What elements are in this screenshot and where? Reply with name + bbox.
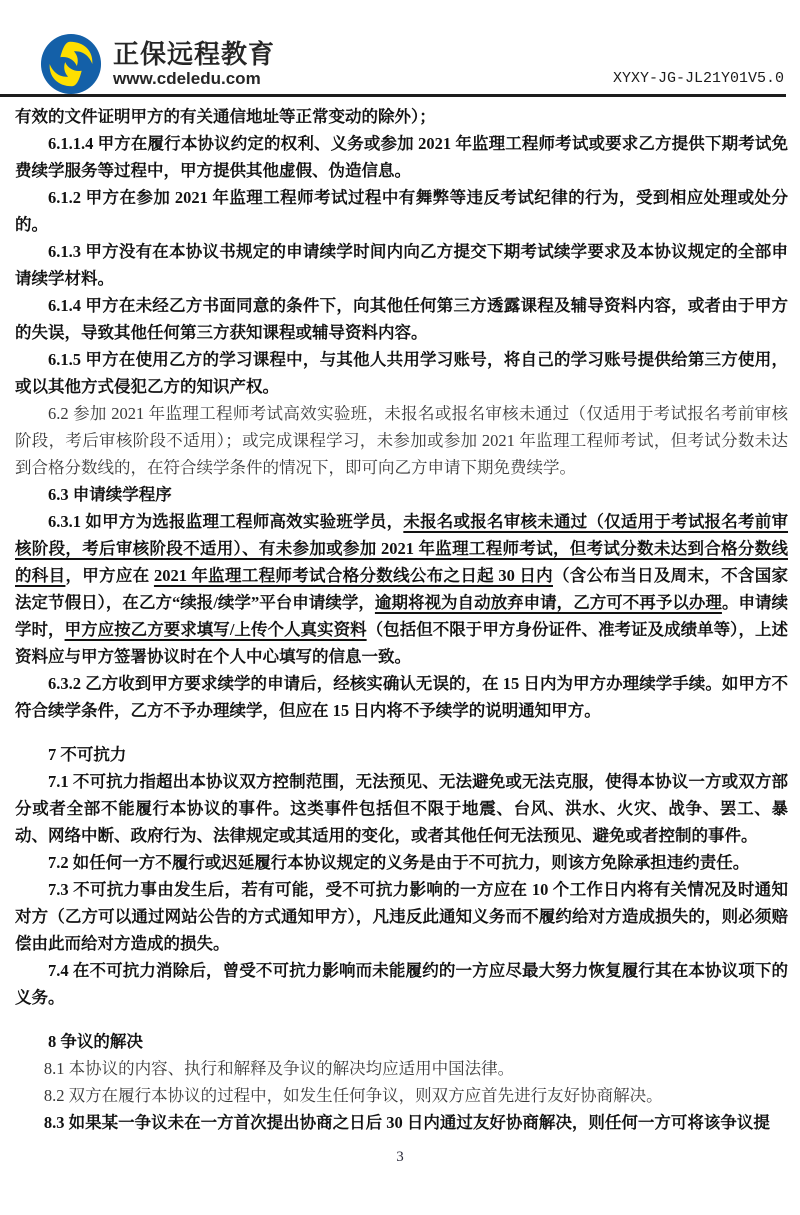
section-heading (15, 481, 788, 508)
underlined-text: 甲方应按乙方要求填写/上传个人真实资料 (64, 620, 367, 639)
brand-block (40, 33, 275, 95)
doc-code: XYXY-JG-JL21Y01V5.0 (612, 70, 784, 87)
text-segment: 8 争议的解决 (48, 1032, 143, 1051)
brand-text (113, 39, 275, 89)
text-segment: 6.3 申请续学程序 (48, 485, 172, 504)
text-segment: 6.1.1.4 甲方在履行本协议约定的权利、义务或参加 2021 年监理工程师考试或要求乙方提供下期考试免费续学服务等过程中，甲方提供其他虚假、伪造信息。 (15, 134, 788, 180)
text-segment: 7.4 在不可抗力消除后，曾受不可抗力影响而未能履约的一方应尽最大努力恢复履行其在本协议项下的义务。 (15, 961, 788, 1007)
paragraph (15, 768, 788, 849)
section-heading (15, 1028, 788, 1055)
paragraph (15, 508, 788, 670)
text-segment: ，甲方应在 (65, 566, 154, 585)
text-segment: 7.1 不可抗力指超出本协议双方控制范围，无法预见、无法避免或无法克服，使得本协议一方或双方部分或者全部不能履行本协议的事件。这类事件包括但不限于地震、台风、洪水、火灾、战争、罢工、暴动、网络中断、政府行为、法律规定或其适用的变化，或者其他任何无法预见、避免或者控制的事件。 (15, 772, 788, 845)
paragraph (15, 400, 788, 481)
text-segment: 6.2 参加 2021 年监理工程师考试高效实验班，未报名或报名审核未通过（仅适用于考试报名考前审核阶段，考后审核阶段不适用）；或完成课程学习，未参加或参加 2021 年监理工程师考试，但考试分数未达到合格分数线的，在符合续学条件的情况下，即可向乙方申请下期免费续学。 (15, 404, 788, 477)
text-segment: 。申请续学时， (15, 593, 789, 639)
page-number: 3 (396, 1149, 404, 1165)
header-rule (0, 94, 786, 97)
text-segment: 7.3 不可抗力事由发生后，若有可能，受不可抗力影响的一方应在 10 个工作日内将有关情况及时通知对方（乙方可以通过网站公告的方式通知甲方），凡违反此通知义务而不履约给对方造成损失的，则必须赔偿由此而给对方造成的损失。 (15, 880, 788, 953)
paragraph (15, 670, 788, 724)
underlined-text: 未报名或报名审核未通过（仅适用于考试报名考前审核阶段，考后审核阶段不适用）、有未参加或参加 2021 年监理工程师考试，但考试分数未达到合格分数线的科目 (15, 512, 789, 585)
text-segment: 6.1.3 甲方没有在本协议书规定的申请续学时间内向乙方提交下期考试续学要求及本协议规定的全部申请续学材料。 (15, 242, 788, 288)
text-segment: 8.1 本协议的内容、执行和解释及争议的解决均应适用中国法律。 (43, 1059, 515, 1078)
paragraph (15, 1082, 788, 1109)
text-segment: （含公布当日及周末，不含国家法定节假日），在乙方“续报/续学”平台申请续学， (15, 566, 789, 612)
text-segment: 8.2 双方在履行本协议的过程中，如发生任何争议，则双方应首先进行友好协商解决。 (43, 1086, 663, 1105)
text-segment: 7 不可抗力 (48, 745, 127, 764)
text-segment: 6.1.2 甲方在参加 2021 年监理工程师考试过程中有舞弊等违反考试纪律的行为，受到相应处理或处分的。 (15, 188, 788, 234)
brand-url: www.cdeledu.com (113, 69, 261, 88)
paragraph (15, 346, 788, 400)
paragraph (15, 103, 788, 130)
paragraph (15, 292, 788, 346)
underlined-text: 2021 年监理工程师考试合格分数线公布之日起 30 日内 (153, 566, 553, 585)
document-body (0, 97, 800, 1136)
paragraph (15, 184, 788, 238)
text-segment: 8.3 如果某一争议未在一方首次提出协商之日后 30 日内通过友好协商解决，则任何一方可将该争议提 (43, 1113, 770, 1132)
section-heading (15, 741, 788, 768)
text-segment: 6.1.5 甲方在使用乙方的学习课程中，与其他人共用学习账号，将自己的学习账号提供给第三方使用，或以其他方式侵犯乙方的知识产权。 (15, 350, 788, 396)
paragraph (15, 1109, 788, 1136)
paragraph (15, 849, 788, 876)
letterhead (0, 0, 800, 97)
brand-name: 正保远程教育 (113, 39, 276, 69)
underlined-text: 逾期将视为自动放弃申请，乙方可不再予以办理 (374, 593, 722, 612)
text-segment: 6.3.1 如甲方为选报监理工程师高效实验班学员， (48, 512, 404, 531)
text-segment: 6.3.2 乙方收到甲方要求续学的申请后，经核实确认无误的，在 15 日内为甲方办理续学手续。如甲方不符合续学条件，乙方不予办理续学，但应在 15 日内将不予续学的说明通知甲方。 (15, 674, 788, 720)
paragraph (15, 876, 788, 957)
paragraph (15, 130, 788, 184)
cdeledu-logo-icon (40, 33, 102, 95)
page-footer (0, 1149, 800, 1166)
paragraph (15, 1055, 788, 1082)
paragraph (15, 957, 788, 1011)
text-segment: 7.2 如任何一方不履行或迟延履行本协议规定的义务是由于不可抗力，则该方免除承担违约责任。 (48, 853, 750, 872)
text-segment: （包括但不限于甲方身份证件、准考证及成绩单等），上述资料应与甲方签署协议时在个人中心填写的信息一致。 (15, 620, 789, 666)
text-segment: 有效的文件证明甲方的有关通信地址等正常变动的除外）； (15, 107, 436, 126)
paragraph (15, 238, 788, 292)
text-segment: 6.1.4 甲方在未经乙方书面同意的条件下，向其他任何第三方透露课程及辅导资料内容，或者由于甲方的失误，导致其他任何第三方获知课程或辅导资料内容。 (15, 296, 788, 342)
